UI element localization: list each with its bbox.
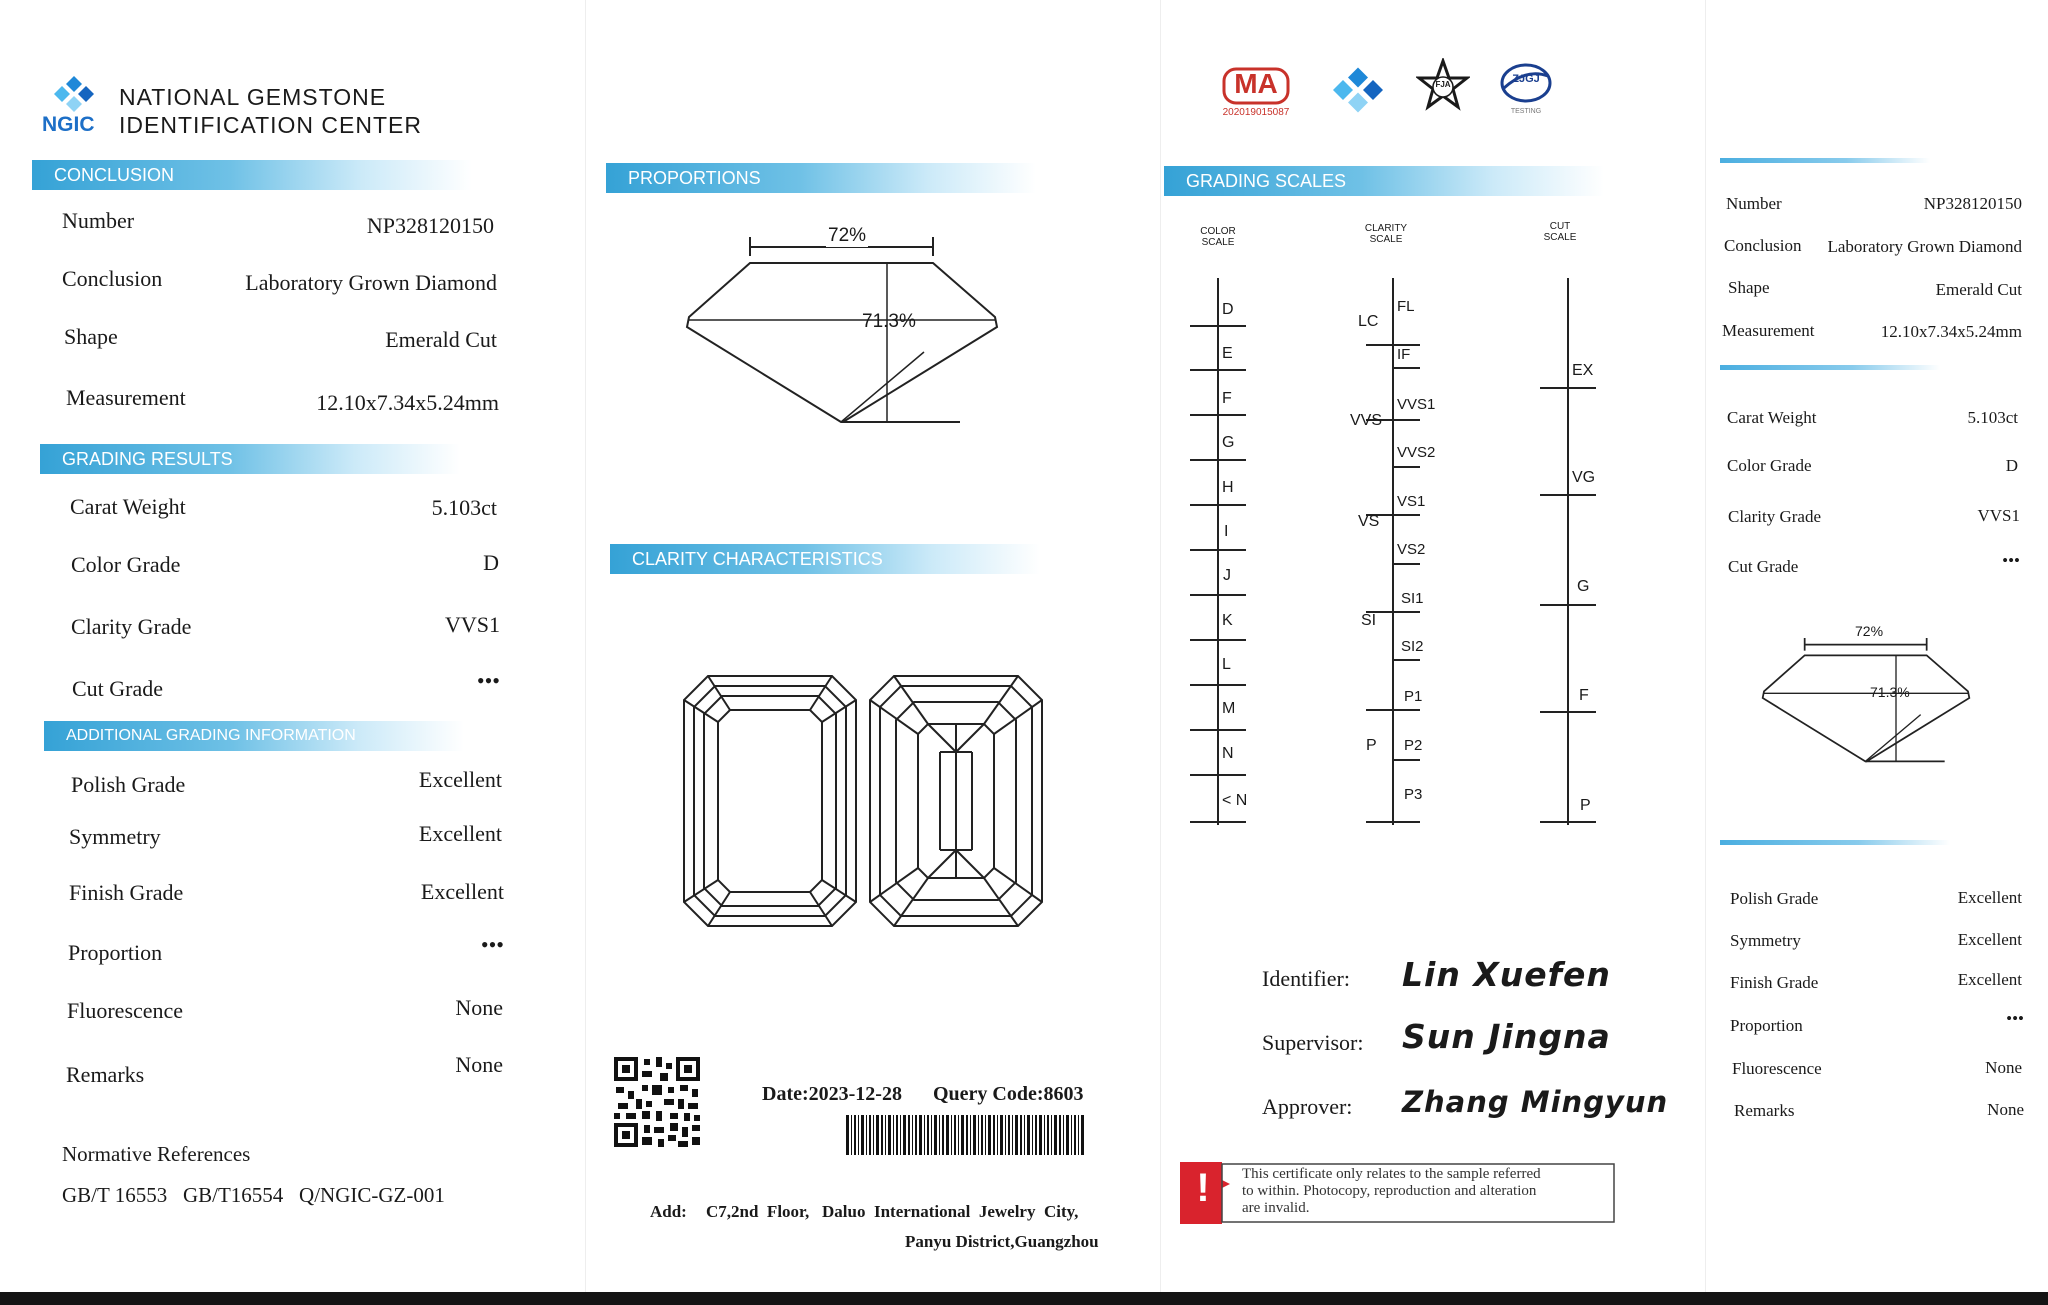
clarity-grade: FL xyxy=(1397,298,1415,315)
summary-value-carat-weight: 5.103ct xyxy=(1967,408,2018,427)
summary-value-conclusion: Laboratory Grown Diamond xyxy=(1827,237,2022,256)
color-grade: D xyxy=(1222,301,1234,318)
ma-mark: MA xyxy=(1234,68,1278,99)
clarity-scale-title: CLARITY SCALE xyxy=(1364,223,1408,245)
summary-value-symmetry: Excellent xyxy=(1957,930,2022,949)
label-polish-grade: Polish Grade xyxy=(71,772,186,797)
fold-line xyxy=(1705,0,1706,1292)
label-carat-weight: Carat Weight xyxy=(70,494,186,519)
clarity-grade: IF xyxy=(1397,346,1411,363)
color-grade: K xyxy=(1222,612,1233,629)
summary-label-symmetry: Symmetry xyxy=(1730,931,1801,950)
pavilion-view-diagram xyxy=(866,672,1046,930)
summary-value-polish-grade: Excellent xyxy=(1957,888,2022,907)
summary-label-conclusion: Conclusion xyxy=(1724,236,1802,255)
clarity-group: P xyxy=(1366,737,1377,754)
color-grade: M xyxy=(1222,700,1236,717)
value-number: NP328120150 xyxy=(366,213,494,238)
color-grade: < N xyxy=(1222,792,1248,809)
summary-value-proportion: ••• xyxy=(2006,1009,2024,1028)
summary-value-number: NP328120150 xyxy=(1923,194,2022,213)
clarity-grade: SI1 xyxy=(1401,590,1424,607)
address-line1: C7,2nd Floor, Daluo International Jewelry City, xyxy=(706,1202,1079,1221)
summary-label-color-grade: Color Grade xyxy=(1727,456,1812,475)
summary-value-clarity-grade: VVS1 xyxy=(1977,506,2020,525)
value-measurement: 12.10x7.34x5.24mm xyxy=(316,390,499,415)
issue-date: Date:2023-12-28 xyxy=(762,1083,902,1105)
supervisor-signature: Sun Jingna xyxy=(1402,1017,1611,1056)
summary-depth-percentage: 71.3% xyxy=(1870,684,1910,700)
table-percentage: 72% xyxy=(828,225,867,246)
supervisor-label: Supervisor: xyxy=(1262,1030,1364,1055)
label-measurement: Measurement xyxy=(66,385,186,410)
clarity-grade: VVS2 xyxy=(1397,444,1436,461)
clarity-grade: P2 xyxy=(1404,737,1423,754)
clarity-grade: P3 xyxy=(1404,786,1423,803)
color-scale-title: COLOR SCALE xyxy=(1200,226,1236,248)
value-fluorescence: None xyxy=(455,995,503,1020)
summary-label-proportion: Proportion xyxy=(1730,1016,1803,1035)
org-abbr: NGIC xyxy=(42,113,95,136)
color-grade: E xyxy=(1222,345,1233,362)
summary-table-percentage: 72% xyxy=(1855,623,1884,639)
value-symmetry: Excellent xyxy=(418,821,502,846)
value-shape: Emerald Cut xyxy=(385,327,497,352)
summary-label-carat-weight: Carat Weight xyxy=(1727,408,1817,427)
crown-view-diagram xyxy=(680,672,860,930)
summary-value-shape: Emerald Cut xyxy=(1935,280,2022,299)
proportions-diagram xyxy=(680,230,1010,430)
label-proportion: Proportion xyxy=(68,940,163,965)
label-clarity-grade: Clarity Grade xyxy=(71,614,192,639)
proportions-header: PROPORTIONS xyxy=(606,163,1036,193)
summary-divider xyxy=(1720,840,1950,845)
summary-divider xyxy=(1720,365,1940,370)
summary-label-remarks: Remarks xyxy=(1734,1101,1795,1120)
value-conclusion: Laboratory Grown Diamond xyxy=(245,270,497,295)
label-shape: Shape xyxy=(64,324,118,349)
normative-references-list: GB/T 16553 GB/T16554 Q/NGIC-GZ-001 xyxy=(62,1183,445,1207)
cut-grade: F xyxy=(1579,687,1589,704)
grading-results-header: GRADING RESULTS xyxy=(40,444,460,474)
value-cut-grade: ••• xyxy=(476,668,500,693)
clarity-grade: VVS1 xyxy=(1397,396,1436,413)
warning-icon: ! xyxy=(1196,1166,1210,1210)
summary-label-measurement: Measurement xyxy=(1722,321,1815,340)
summary-label-polish-grade: Polish Grade xyxy=(1730,889,1819,908)
cut-grade: EX xyxy=(1572,362,1594,379)
label-fluorescence: Fluorescence xyxy=(67,998,184,1023)
label-number: Number xyxy=(62,208,135,233)
ma-number: 202019015087 xyxy=(1222,107,1290,118)
depth-percentage: 71.3% xyxy=(862,311,916,332)
ngic-logo-icon xyxy=(50,74,98,114)
additional-info-header: ADDITIONAL GRADING INFORMATION xyxy=(44,721,464,751)
summary-label-finish-grade: Finish Grade xyxy=(1730,973,1819,992)
label-symmetry: Symmetry xyxy=(69,824,161,849)
query-code: Query Code:8603 xyxy=(933,1083,1084,1105)
clarity-characteristics-header: CLARITY CHARACTERISTICS xyxy=(610,544,1040,574)
value-proportion: ••• xyxy=(480,932,504,957)
summary-label-shape: Shape xyxy=(1728,278,1770,297)
approver-signature: Zhang Mingyun xyxy=(1402,1085,1669,1119)
value-carat-weight: 5.103ct xyxy=(431,495,497,520)
value-clarity-grade: VVS1 xyxy=(444,612,500,637)
value-remarks: None xyxy=(455,1052,503,1077)
fold-line xyxy=(585,0,586,1292)
summary-label-fluorescence: Fluorescence xyxy=(1732,1059,1822,1078)
org-name-line1: NATIONAL GEMSTONE xyxy=(119,84,387,110)
summary-value-fluorescence: None xyxy=(1985,1058,2022,1077)
fja-mark: FJA xyxy=(1435,80,1451,89)
identifier-label: Identifier: xyxy=(1262,966,1350,991)
color-grade: N xyxy=(1222,745,1234,762)
value-finish-grade: Excellent xyxy=(420,879,504,904)
cut-grade: VG xyxy=(1572,469,1596,486)
address-line2: Panyu District,Guangzhou xyxy=(905,1232,1099,1251)
summary-proportions-diagram xyxy=(1758,630,1978,770)
label-finish-grade: Finish Grade xyxy=(69,880,184,905)
summary-value-remarks: None xyxy=(1987,1100,2024,1119)
normative-references-title: Normative References xyxy=(62,1142,251,1166)
org-name-line2: IDENTIFICATION CENTER xyxy=(119,112,422,138)
address-label: Add: xyxy=(650,1202,687,1221)
clarity-grade: VS1 xyxy=(1397,493,1426,510)
clarity-grade: SI2 xyxy=(1401,638,1424,655)
label-remarks: Remarks xyxy=(66,1062,145,1087)
notice-text: This certificate only relates to the sample referred to within. Photocopy, reproduction and alteration are invalid. xyxy=(1242,1166,1541,1216)
page-bottom-edge xyxy=(0,1292,2048,1305)
color-grade: J xyxy=(1223,567,1231,584)
label-cut-grade: Cut Grade xyxy=(72,676,164,701)
summary-value-cut-grade: ••• xyxy=(2002,551,2020,570)
summary-value-color-grade: D xyxy=(2005,456,2018,475)
color-grade: F xyxy=(1222,390,1232,407)
conclusion-header: CONCLUSION xyxy=(32,160,472,190)
label-color-grade: Color Grade xyxy=(71,552,181,577)
summary-divider xyxy=(1720,158,1930,163)
value-polish-grade: Excellent xyxy=(418,767,502,792)
summary-value-measurement: 12.10x7.34x5.24mm xyxy=(1880,322,2022,341)
color-grade: L xyxy=(1222,656,1231,673)
qr-code[interactable] xyxy=(612,1055,702,1149)
cut-grade: G xyxy=(1577,578,1590,595)
color-grade: H xyxy=(1222,479,1234,496)
cut-scale-title: CUT SCALE xyxy=(1543,221,1577,243)
identifier-signature: Lin Xuefen xyxy=(1402,955,1611,994)
summary-label-number: Number xyxy=(1726,194,1782,213)
clarity-group: SI xyxy=(1361,612,1377,629)
clarity-group: LC xyxy=(1358,313,1379,330)
clarity-group: VVS xyxy=(1350,412,1383,429)
clarity-grade: VS2 xyxy=(1397,541,1426,558)
clarity-group: VS xyxy=(1358,513,1380,530)
clarity-grade: P1 xyxy=(1404,688,1423,705)
cut-grade: P xyxy=(1580,797,1591,814)
color-grade: I xyxy=(1224,523,1229,540)
summary-label-clarity-grade: Clarity Grade xyxy=(1728,507,1821,526)
grading-scales-header: GRADING SCALES xyxy=(1164,166,1604,196)
zjgj-mark: ZJGJ xyxy=(1512,73,1540,85)
value-color-grade: D xyxy=(483,550,499,575)
approver-label: Approver: xyxy=(1262,1094,1353,1119)
ngic-emblem-icon xyxy=(1328,62,1388,118)
summary-value-finish-grade: Excellent xyxy=(1957,970,2022,989)
color-grade: G xyxy=(1222,434,1235,451)
summary-label-cut-grade: Cut Grade xyxy=(1728,557,1799,576)
label-conclusion: Conclusion xyxy=(62,266,163,291)
barcode xyxy=(846,1115,1086,1155)
zjgj-subtext: TESTING xyxy=(1510,108,1542,115)
